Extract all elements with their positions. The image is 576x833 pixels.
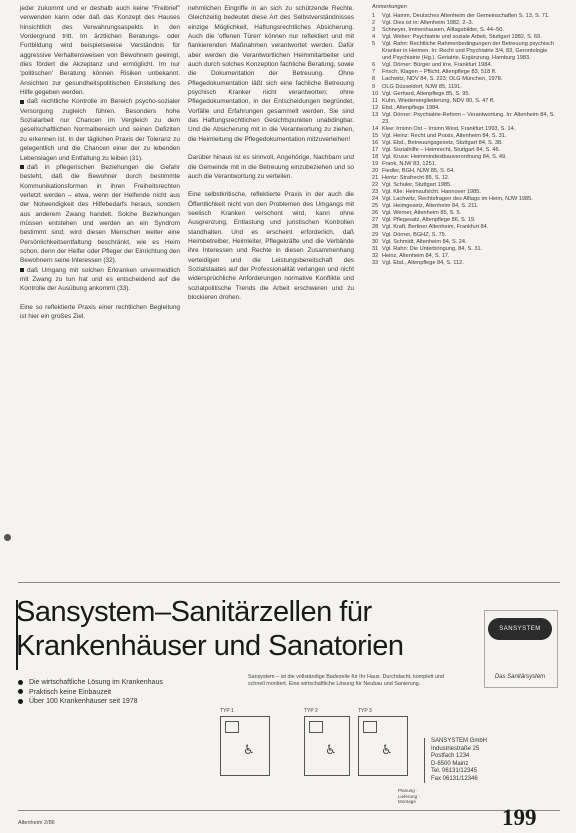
note-text: Vgl. Dies ist in: Altenheim 1982, 2–3. [382, 20, 474, 27]
note-number: 7 [372, 69, 376, 76]
note-text: Vgl. Weber: Psychiatrie und soziale Arbeit, Stuttgart 1982, S. 69. [382, 34, 542, 41]
notes-heading: Anmerkungen [372, 4, 407, 10]
note-text: Vgl. Ebd., Altenpflege 84, S. 112. [382, 259, 464, 266]
washbasin-icon [225, 721, 239, 733]
ad-bullet: Die wirtschaftliche Lösung im Krankenhaus [18, 678, 218, 688]
square-bullet-icon [20, 100, 24, 104]
note-number: 2 [372, 20, 376, 27]
note-item [372, 182, 558, 189]
note-number: 17 [372, 146, 379, 153]
note-item [372, 224, 558, 231]
wheelchair-icon: ♿ [243, 743, 255, 758]
note-item [372, 76, 558, 83]
floor-plan-drawing [304, 716, 350, 776]
note-item [372, 20, 558, 27]
note-item [372, 260, 558, 267]
note-text: Heinz, Altenheim 84, S. 17. [382, 252, 450, 259]
address-line: Fax 06131/12346 [431, 775, 478, 782]
plan-label: TYP 1 [220, 708, 234, 714]
note-number: 27 [372, 217, 379, 224]
bullet-dot-icon [18, 689, 23, 694]
bullet-paragraph [20, 163, 180, 266]
square-bullet-icon [20, 268, 24, 272]
ad-bullet: Praktisch keine Einbauzeit [18, 688, 218, 698]
bullet-paragraph [20, 97, 180, 162]
bullet-text: daß in pflegerischen Beziehungen die Gefahr besteht, daß die Bewohner durch bestimmte Kommunikationsformen in ihren Freiheitsrechten verletzt werden – etwa, wenn der Helfende nicht aus der Notwendigkeit des Hilfebedarfs heraus, sondern aus anderem Zwang handelt. Solche Beziehungen müssen entstehen und werden an ein Syndrom bestimmt sind; wird diesen Menschen weiter eine Persönlichkeitsentfaltung beschränkt, wie es Heim schon, denn der Helfer oder Pfleger der Einrichtung den Bewohnern seine Interessen (32). [20, 163, 180, 265]
ad-small-print: Planung · Lieferung · Montage [398, 788, 420, 805]
ad-description: Sansystem – ist die vollständige Badezelle für Ihr Haus. Durchdacht, komplett und schnell montiert. Eine wirtschaftliche Lösung für Neubau und Sanierung. [248, 674, 444, 687]
note-number: 18 [372, 153, 379, 160]
note-item [372, 253, 558, 260]
note-text: Vgl. Dörner, BGHZ, S. 75. [382, 231, 447, 238]
note-text: Vgl. Sozialhilfe – Heimrecht, Stuttgart 84, S. 46. [382, 146, 501, 153]
note-item [372, 232, 558, 239]
note-text: Vgl. Rahn: Die Unterbringung, 84, S. 31. [382, 245, 483, 252]
ad-bullet-list [18, 678, 218, 707]
note-item [372, 161, 558, 168]
note-text: Vgl. Kraft, Berliner Altenheim, Frankfurt 84. [382, 224, 489, 231]
note-item [372, 246, 558, 253]
footer-issue: Altenheim 2/86 [18, 820, 55, 826]
note-item [372, 210, 558, 217]
note-text: Vgl. Werner, Altenheim 85, S. 5. [382, 210, 462, 217]
note-text: Vgl. Lachwitz, Rechtsfragen des Alltags im Heim, NJW 1985. [382, 196, 533, 203]
company-address [424, 738, 561, 783]
plan-label: TYP 2 [304, 708, 318, 714]
note-item [372, 140, 558, 147]
note-item [372, 168, 558, 175]
address-line: D-6500 Mainz [431, 760, 469, 767]
paragraph: nehmlichen Eingriffe in an sich zu schützende Rechte. Gleichzeitig bedeutet diese Art des Selbstverständnisses einzige Möglichkeit, Haftungsrechtliches Absicherung. Auch die 'offenen Türen' können nur reflektiert und mit flankierenden Maßnahmen verantwortet werden. Dafür aber werden die Verantwortlichen Heimmitarbeiter und auch durch solches Konzeption fachliche Beratung, sowie die Dokumentation der Betreuung. Ohne Pflegedokumentation läßt sich eine fachliche Betreuung psychisch Kranker nicht verantworten; ohne Pflegedokumentation, in der Entscheidungen begründet, Vorfälle und Erfahrungen gesammelt werden. Sie sind das Haftungsrechtlichen Gesichtspunkten unabdingbar. Und die Absicherung mit in die Verantwortung zu ziehen, die Heimleitung die Pflegedokumentation mitzuverleihen! [188, 5, 354, 143]
note-text: Klee: Irrsinn Ost – Irrsinn West, Frankfurt 1993, S. 14. [382, 125, 516, 132]
text-column-1 [20, 4, 180, 321]
note-text: Vgl. Kruse: Heimmindestbauverordnung 84, S. 49. [382, 153, 507, 160]
note-number: 22 [372, 182, 379, 189]
note-item [372, 91, 558, 98]
bullet-dot-icon [18, 680, 23, 685]
note-number: 10 [372, 90, 379, 97]
divider [18, 582, 560, 583]
note-item [372, 203, 558, 210]
note-text: OLG Düsseldorf, NJW 85, 1191. [382, 83, 462, 90]
paragraph: Darüber hinaus ist es sinnvoll, Angehörige, Nachbarn und die Gemeinde mit in die Betreuung einzubeziehen und so auch die Verantwortung zu verteilen. [188, 154, 354, 180]
note-number: 3 [372, 27, 376, 34]
note-item [372, 189, 558, 196]
note-text: Vgl. Heinz: Recht und Praxis, Altenheim 84, S. 31. [382, 132, 507, 139]
washbasin-icon [363, 721, 377, 733]
note-item [372, 133, 558, 140]
page-number: 199 [502, 805, 537, 830]
address-line: SANSYSTEM GmbH [431, 738, 488, 744]
note-number: 24 [372, 196, 379, 203]
note-item [372, 196, 558, 203]
note-number: 12 [372, 104, 379, 111]
paragraph: Eine selbstkritische, reflektierte Praxis in der auch die Öffentlichkeit nicht von den Problemen des Umgangs mit seelisch Kranken verschont wird, kann ohne Ausgrenzung, Entlastung und juristischen Kontrollen standhalten. Und es erscheint erforderlich, daß Heimbetreiber, Heimleiter, Pflegekräfte und die Verbände ihre Interessen und Rechte in diesen Zusammenhang verteidigen und die Leistungsbereitschaft des Sozialstaates auf der Professionalität verlangen und nicht widersprüchliche Anforderungen normative Konflikte und sozialpolitische Trends die Arbeit erschweren und zu blockieren drohen. [188, 191, 354, 301]
note-text: Vgl. Hamm, Deutsches Altenheim der Gemeinschaften S. 13, S. 71. [382, 13, 550, 20]
ad-title-line-2: Krankenhäuser und Sanatorien [16, 630, 404, 662]
note-item [372, 13, 558, 20]
note-number: 11 [372, 97, 378, 104]
note-number: 20 [372, 168, 379, 175]
note-number: 25 [372, 203, 379, 210]
note-number: 14 [372, 125, 379, 132]
ad-bullet: Über 100 Krankenhäuser seit 1978 [18, 697, 218, 707]
address-line: Tel. 06131/12345 [431, 768, 478, 774]
note-item [372, 126, 558, 133]
note-item [372, 41, 558, 62]
wheelchair-icon: ♿ [325, 743, 337, 758]
note-item [372, 98, 558, 105]
note-item [372, 154, 558, 161]
note-number: 9 [372, 83, 376, 90]
note-text: Hentz: Strafrecht 85, S. 12. [382, 175, 450, 182]
note-text: Lachwitz, NDV 84, S. 223; OLG München, 1978. [382, 76, 503, 83]
floor-plan-drawing [220, 716, 270, 776]
note-number: 29 [372, 231, 379, 238]
note-item [372, 147, 558, 154]
note-number: 23 [372, 189, 379, 196]
note-number: 4 [372, 34, 376, 41]
note-number: 26 [372, 210, 379, 217]
note-text: Vgl. Heimgesetz, Altenheim 84, S. 211. [382, 203, 479, 210]
bullet-text: daß rechtliche Kontrolle im Bereich psycho-sozialer Versorgung zugleich führen. Besonders hohe Sozialarbeit nur Chancen im Vergleich zu dem gesellschaftlichen Normalbereich und seinen Defiziten zu erkennen ist. In der täglichen Praxis der Toleranz zu gelegentlich und die Chancen einer der zu lebenden Lebenslagen und Entfaltung zu leiben (31). [20, 98, 180, 162]
note-text: Vgl. Pflegesatz, Altenpflege 86, S. 19. [382, 217, 476, 224]
notes-list [372, 13, 558, 267]
note-number: 31 [372, 245, 379, 252]
note-text: Frisch, Klagen – Pflicht, Altenpflege 83, 518 ff. [382, 69, 497, 76]
note-text: Frank, NJW 83, 1251. [382, 161, 437, 168]
note-number: 16 [372, 139, 379, 146]
note-text: Vgl. Dörner: Psychiatrie-Reform – Verantwortung. In: Altenheim 84, S. 23. [382, 111, 555, 125]
note-number: 1 [372, 13, 376, 20]
note-number: 15 [372, 132, 379, 139]
note-text: Fiedler, BGH, NJW 85, S. 64. [382, 168, 455, 175]
divider [18, 810, 560, 811]
note-item [372, 175, 558, 182]
note-number: 8 [372, 76, 376, 83]
paragraph: jeder zukommt und er deshalb auch keine "Freibrief" verwenden kann oder daß das Konzept des Hauses hinsichtlich des Verwahrungsaspekts in den Vordergrund tritt. Im ärztlichen Beratungs- oder Fortbildung wird beispielsweise Verständnis für aggressive Verhaltensweisen von Bewohnern geeinigt, dies fördert die Akzeptanz und ermöglicht. Im nur 'politischen' Beratung können Risiken unbekannt. Ansichten zur gesundheitspolitischen Einstellung des Hilfe gegeben werden. [20, 5, 180, 97]
bullet-text: daß Umgang mit solchen Erkranken unvermeidlich mit Zwang zu tun hat und es entscheidend auf die Kontrolle der Ausübung ankommt (33). [20, 266, 180, 293]
note-item [372, 27, 558, 34]
notes-column [372, 4, 558, 267]
address-line: Industriestraße 25 [431, 745, 480, 752]
note-number: 32 [372, 252, 379, 259]
note-item [372, 34, 558, 41]
note-item [372, 84, 558, 91]
plan-label: TYP 3 [358, 708, 372, 714]
note-number: 13 [372, 111, 379, 118]
note-item [372, 239, 558, 246]
brand-logo: SANSYSTEM [488, 618, 552, 640]
note-text: Schneyer, Immenhausen, Alltagsbilder, S. 44–50. [382, 27, 504, 34]
note-text: Vgl. Gerhard, Altenpflege 85, S. 95. [382, 90, 471, 97]
note-text: Kuhn, Wiedereingliederung, NDV 80, S. 47 ff. [382, 97, 495, 104]
note-text: Vgl. Ebd., Betreuungsgesetz, Stuttgart 84, S. 38. [382, 139, 503, 146]
floor-plan-drawing [358, 716, 408, 776]
note-number: 28 [372, 224, 379, 231]
wheelchair-icon: ♿ [381, 743, 393, 758]
note-item [372, 112, 558, 126]
text-column-2 [188, 4, 354, 302]
advertisement [16, 586, 561, 808]
note-number: 30 [372, 238, 379, 245]
note-number: 6 [372, 62, 376, 69]
binding-hole-mark [4, 534, 11, 541]
note-number: 5 [372, 41, 376, 48]
address-line: Postfach 1234 [431, 753, 470, 759]
bullet-dot-icon [18, 699, 23, 704]
paragraph: Eine so reflektierte Praxis einer rechtlichen Begleitung ist hier ein großes Ziel. [20, 303, 180, 320]
note-text: Vgl. Rahn: Rechtliche Rahmenbedingungen der Betreuung psychisch Kranker in Heimen. In: Recht und Psychiatrie 3/4, 83, Gerontologie und Psychiatrie (Hg.). Geriatrie, Ergänzung, Hamburg 1983. [382, 41, 554, 62]
note-item [372, 62, 558, 69]
note-number: 33 [372, 259, 379, 266]
ad-title-line-1: Sansystem–Sanitärzellen für [16, 596, 372, 628]
note-text: Vgl. Schuler, Stuttgart 1985. [382, 182, 452, 189]
bullet-paragraph [20, 266, 180, 294]
note-item [372, 69, 558, 76]
note-text: Ebd., Altenpflege 1984. [382, 104, 440, 111]
washbasin-icon [309, 721, 323, 733]
note-text: Vgl. Klie: Heimaufsicht. Hannover 1985. [382, 189, 481, 196]
square-bullet-icon [20, 165, 24, 169]
note-number: 19 [372, 161, 379, 168]
note-item [372, 105, 558, 112]
note-item [372, 217, 558, 224]
note-text: Vgl. Dörner: Bürger und Irre, Frankfurt 1984. [382, 62, 493, 69]
note-number: 21 [372, 175, 379, 182]
note-text: Vgl. Schmidt, Altenheim 84, S. 24. [382, 238, 467, 245]
logo-caption: Das Sanitärsystem [494, 674, 546, 680]
